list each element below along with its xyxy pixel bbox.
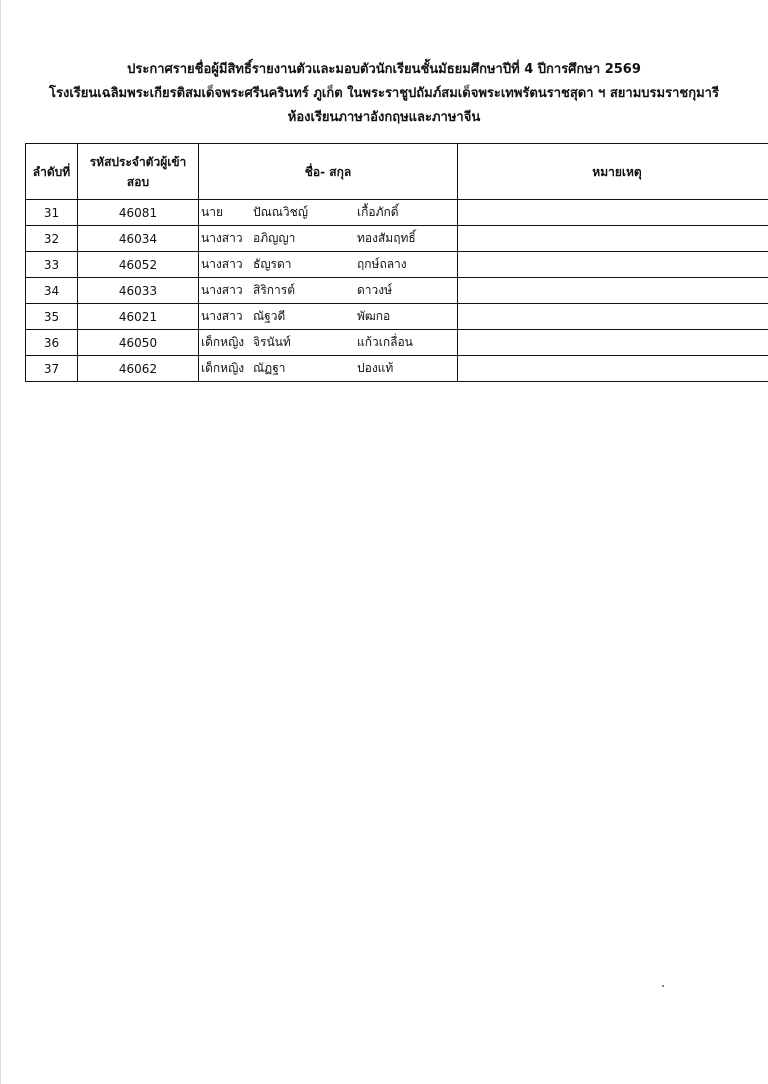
row-seq: 36 xyxy=(26,330,78,356)
row-seq: 32 xyxy=(26,226,78,252)
last-name: ปองแท้ xyxy=(357,361,394,375)
last-name: ดาวงษ์ xyxy=(357,283,393,297)
table-row xyxy=(26,304,768,330)
row-exam-code: 46050 xyxy=(78,330,199,356)
table-body xyxy=(26,200,768,382)
row-full-name xyxy=(199,252,458,278)
table-row xyxy=(26,278,768,304)
name-title: เด็กหญิง xyxy=(201,335,245,349)
school-name: โรงเรียนเฉลิมพระเกียรติสมเด็จพระศรีนครินทร์ ภูเก็ต ในพระราชูปถัมภ์สมเด็จพระเทพรัตนราชสุดา ฯ สยามบรมราชกุมารี xyxy=(49,86,719,101)
row-full-name xyxy=(199,304,458,330)
table-row xyxy=(26,226,768,252)
row-full-name xyxy=(199,200,458,226)
row-full-name xyxy=(199,278,458,304)
row-remark xyxy=(458,226,768,252)
table-row xyxy=(26,356,768,382)
table-row xyxy=(26,200,768,226)
table-header-row xyxy=(26,144,768,200)
column-header-remark: หมายเหตุ xyxy=(458,144,768,200)
student-list-table xyxy=(25,143,768,382)
first-name: สิริการต์ xyxy=(253,283,296,297)
name-title: นาย xyxy=(201,205,223,219)
last-name: พัฒกอ xyxy=(357,309,391,323)
first-name: ณัฏฐา xyxy=(253,361,286,375)
column-header-code: รหัสประจำตัวผู้เข้าสอบ xyxy=(78,144,199,200)
last-name: แก้วเกลื่อน xyxy=(357,335,413,349)
program-name: ห้องเรียนภาษาอังกฤษและภาษาจีน xyxy=(287,110,481,125)
first-name: ธัญรดา xyxy=(253,257,292,271)
first-name: อภิญญา xyxy=(253,231,296,245)
first-name: ณัฐวดี xyxy=(253,309,286,323)
last-name: ฤกษ์ถลาง xyxy=(357,257,407,271)
row-remark xyxy=(458,330,768,356)
row-remark xyxy=(458,252,768,278)
row-seq: 34 xyxy=(26,278,78,304)
name-title: นางสาว xyxy=(201,283,243,297)
table-row xyxy=(26,330,768,356)
row-seq: 33 xyxy=(26,252,78,278)
row-seq: 31 xyxy=(26,200,78,226)
name-title: นางสาว xyxy=(201,257,243,271)
row-exam-code: 46081 xyxy=(78,200,199,226)
last-name: ทองสัมฤทธิ์ xyxy=(357,231,416,245)
row-remark xyxy=(458,304,768,330)
name-title: นางสาว xyxy=(201,309,243,323)
name-title: เด็กหญิง xyxy=(201,361,245,375)
column-header-seq: ลำดับที่ xyxy=(26,144,78,200)
first-name: ปัณณวิชญ์ xyxy=(253,205,308,219)
row-remark xyxy=(458,200,768,226)
first-name: จิรนันท์ xyxy=(253,335,291,349)
column-header-name: ชื่อ- สกุล xyxy=(199,144,458,200)
table-row xyxy=(26,252,768,278)
row-remark xyxy=(458,278,768,304)
scan-speck xyxy=(662,985,664,987)
row-full-name xyxy=(199,330,458,356)
announcement-header xyxy=(0,58,768,130)
row-remark xyxy=(458,356,768,382)
row-exam-code: 46021 xyxy=(78,304,199,330)
row-full-name xyxy=(199,226,458,252)
row-full-name xyxy=(199,356,458,382)
last-name: เกื้อภักดิ์ xyxy=(357,205,399,219)
row-seq: 35 xyxy=(26,304,78,330)
row-exam-code: 46052 xyxy=(78,252,199,278)
name-title: นางสาว xyxy=(201,231,243,245)
row-seq: 37 xyxy=(26,356,78,382)
row-exam-code: 46033 xyxy=(78,278,199,304)
row-exam-code: 46034 xyxy=(78,226,199,252)
announcement-title: ประกาศรายชื่อผู้มีสิทธิ์รายงานตัวและมอบตัวนักเรียนชั้นมัธยมศึกษาปีที่ 4 ปีการศึกษา 2569 xyxy=(127,62,641,77)
row-exam-code: 46062 xyxy=(78,356,199,382)
